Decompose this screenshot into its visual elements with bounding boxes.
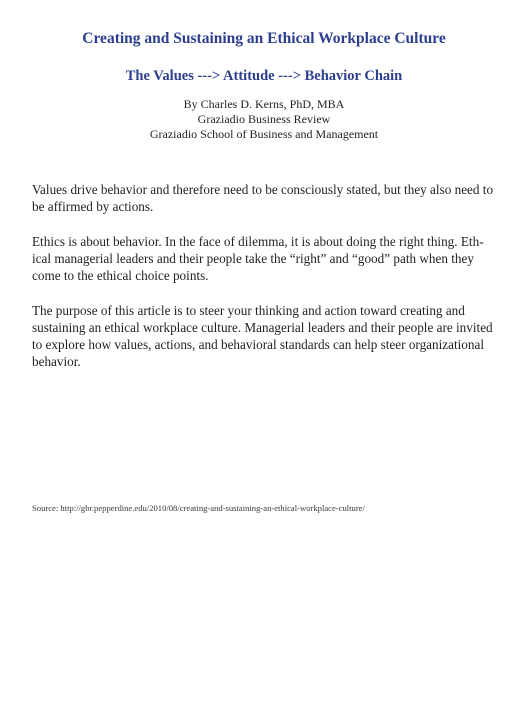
institution-line: Graziadio School of Business and Management (149, 127, 379, 141)
paragraph-2: Ethics is about behavior. In the face of dilemma, it is about doing the right thing. Ethical managerial leaders and their people take the “right” and “good” path when they come to the ethical choice points. (32, 234, 484, 283)
paragraph-1: Values drive behavior and therefore need to be consciously stated, but they also need to be affirmed by actions. (32, 182, 494, 214)
document-title: Creating and Sustaining an Ethical Workplace Culture (82, 30, 446, 47)
publication-line: Graziadio Business Review (197, 112, 331, 126)
source-citation: Source: http://gbr.pepperdine.edu/2010/08/creating-and-sustaining-an-ethical-workplace-culture/ (32, 503, 365, 513)
author-line: By Charles D. Kerns, PhD, MBA (183, 97, 345, 111)
byline (0, 97, 528, 142)
paragraph-3: The purpose of this article is to steer your thinking and action toward creating and sustaining an ethical workplace culture. Managerial leaders and their people are invited to explore how values, actions, and behavioral standards can help steer organizational behavior. (32, 303, 493, 369)
document-subtitle: The Values ---> Attitude ---> Behavior Chain (125, 68, 403, 84)
